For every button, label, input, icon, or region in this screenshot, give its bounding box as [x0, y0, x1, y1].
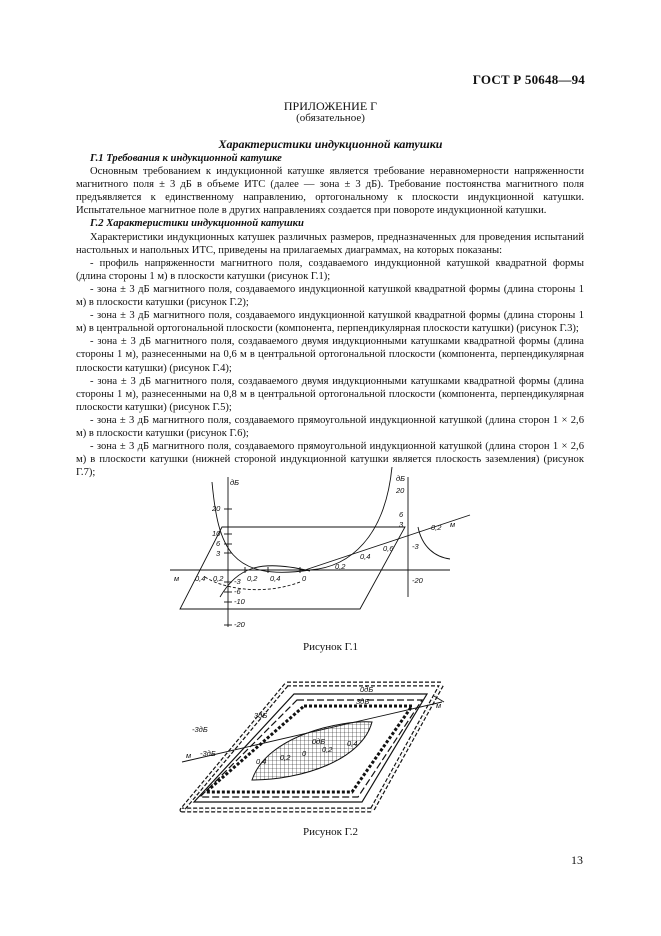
axis-unit-label: м	[186, 751, 192, 760]
document-code: ГОСТ Р 50648—94	[472, 72, 585, 87]
tick-label: -6	[234, 587, 241, 596]
axis-unit-label: дБ	[396, 474, 406, 483]
tick-label: 0,2	[213, 574, 224, 583]
axis-unit-label: м	[174, 574, 180, 583]
tick-label: 0,2	[335, 562, 346, 571]
tick-label: 20	[396, 486, 405, 495]
tick-label: 0	[302, 749, 307, 758]
tick-label: 0,2	[322, 745, 333, 754]
tick-label: 0,4	[360, 552, 371, 561]
zone-label: -3дБ	[192, 725, 208, 734]
tick-label: 0,2	[280, 753, 291, 762]
paragraph: Характеристики индукционных катушек различных размеров, предназначенных для проведения испытаний настольных и напольных ИТС, приведены на прилагаемых диаграммах, на которых показаны:	[76, 231, 584, 256]
zone-label: 0дБ	[312, 737, 326, 746]
tick-label: 10	[212, 529, 221, 538]
tick-label: 0,2	[247, 574, 258, 583]
list-item: - зона ± 3 дБ магнитного поля, создаваемого прямоугольной индукционной катушкой (длина сторон 1 × 2,6 м) в плоскости катушки (рисунок Г.6);	[76, 414, 584, 439]
tick-label: -20	[412, 576, 423, 585]
zone-label: -3дБ	[200, 749, 216, 758]
axis-unit-label: м	[436, 701, 442, 710]
appendix-heading	[0, 100, 661, 124]
field-zone-hatch	[252, 722, 372, 780]
body-text	[76, 152, 584, 479]
list-item: - зона ± 3 дБ магнитного поля, создаваемого двумя индукционными катушками квадратной формы (длина стороны 1 м), разнесенными на 0,8 м в центральной ортогональной плоскости (компонента, перпендикулярная плоскости катушки) (рисунок Г.5);	[76, 375, 584, 413]
tick-label: 0,4	[256, 757, 267, 766]
tick-label: 0,6	[383, 544, 394, 553]
tick-label: 0,4	[347, 739, 358, 748]
figure-1-diagram	[150, 474, 480, 637]
tick-label: 0	[302, 574, 307, 583]
section-heading: Г.2 Характеристики индукционной катушки	[90, 218, 304, 230]
main-title: Характеристики индукционной катушки	[218, 137, 443, 151]
tick-label: 0,4	[195, 574, 206, 583]
list-item: - профиль напряженности магнитного поля, создаваемого индукционной катушкой квадратной формы (длина стороны 1 м) в плоскости катушки (рисунок Г.1);	[76, 257, 584, 282]
tick-label: 6	[399, 510, 404, 519]
tick-label: -10	[234, 597, 245, 606]
list-item: - зона ± 3 дБ магнитного поля, создаваемого прямоугольной индукционной катушкой (длина сторон 1 × 2,6 м) в плоскости катушки (нижней стороной индукционной катушки является плоскость заземления) (рисунок Г.7);	[76, 441, 584, 479]
appendix-note: (обязательное)	[296, 112, 365, 124]
diagonal-axis	[305, 515, 470, 570]
zone-label: 3дБ	[254, 711, 268, 720]
figure-1-caption: Рисунок Г.1	[302, 641, 359, 653]
tick-label: 3	[399, 520, 404, 529]
tick-label: 3	[216, 549, 221, 558]
list-item: - зона ± 3 дБ магнитного поля, создаваемого индукционной катушкой квадратной формы (длина стороны 1 м) в плоскости катушки (рисунок Г.2);	[76, 283, 584, 309]
tick-label: -3	[234, 577, 241, 586]
tick-label: 20	[212, 504, 221, 513]
appendix-title: ПРИЛОЖЕНИЕ Г	[283, 99, 378, 113]
paragraph: Основным требованием к индукционной катушке является требование неравномерности напряженности магнитного поля ± 3 дБ в объеме ИТС (далее — зона ± 3 дБ). Требование постоянства магнитного поля предъявляется к единственному направлению, ортогональному к плоскости индукционной катушки. Испытательное магнитное поле в других направлениях создается при повороте индукционной катушки.	[76, 166, 584, 217]
list-item: - зона ± 3 дБ магнитного поля, создаваемого индукционной катушкой квадратной формы (длина стороны 1 м) в центральной ортогональной плоскости (компонента, перпендикулярная плоскости катушки) (рисунок Г.3);	[76, 310, 584, 335]
axis-unit-label: дБ	[230, 478, 240, 487]
zone-label: 0дБ	[360, 685, 374, 694]
section-heading: Г.1 Требования к индукционной катушке	[90, 153, 282, 164]
tick-label: -3	[412, 542, 419, 551]
tick-label: 0,2	[431, 523, 442, 532]
page-number: 13	[571, 853, 583, 867]
tick-label: 0,4	[270, 574, 281, 583]
axis-unit-label: м	[450, 520, 456, 529]
tick-label: -20	[234, 620, 245, 629]
zone-label: 3дБ	[356, 697, 370, 706]
figure-2-diagram	[172, 680, 452, 822]
coil-plane	[180, 527, 405, 609]
list-item: - зона ± 3 дБ магнитного поля, создаваемого двумя индукционными катушками квадратной формы (длина стороны 1 м), разнесенными на 0,6 м в центральной ортогональной плоскости (компонента, перпендикулярная плоскости катушки) (рисунок Г.4);	[76, 336, 584, 374]
tick-label: 6	[216, 539, 221, 548]
figure-2-caption: Рисунок Г.2	[302, 826, 359, 838]
